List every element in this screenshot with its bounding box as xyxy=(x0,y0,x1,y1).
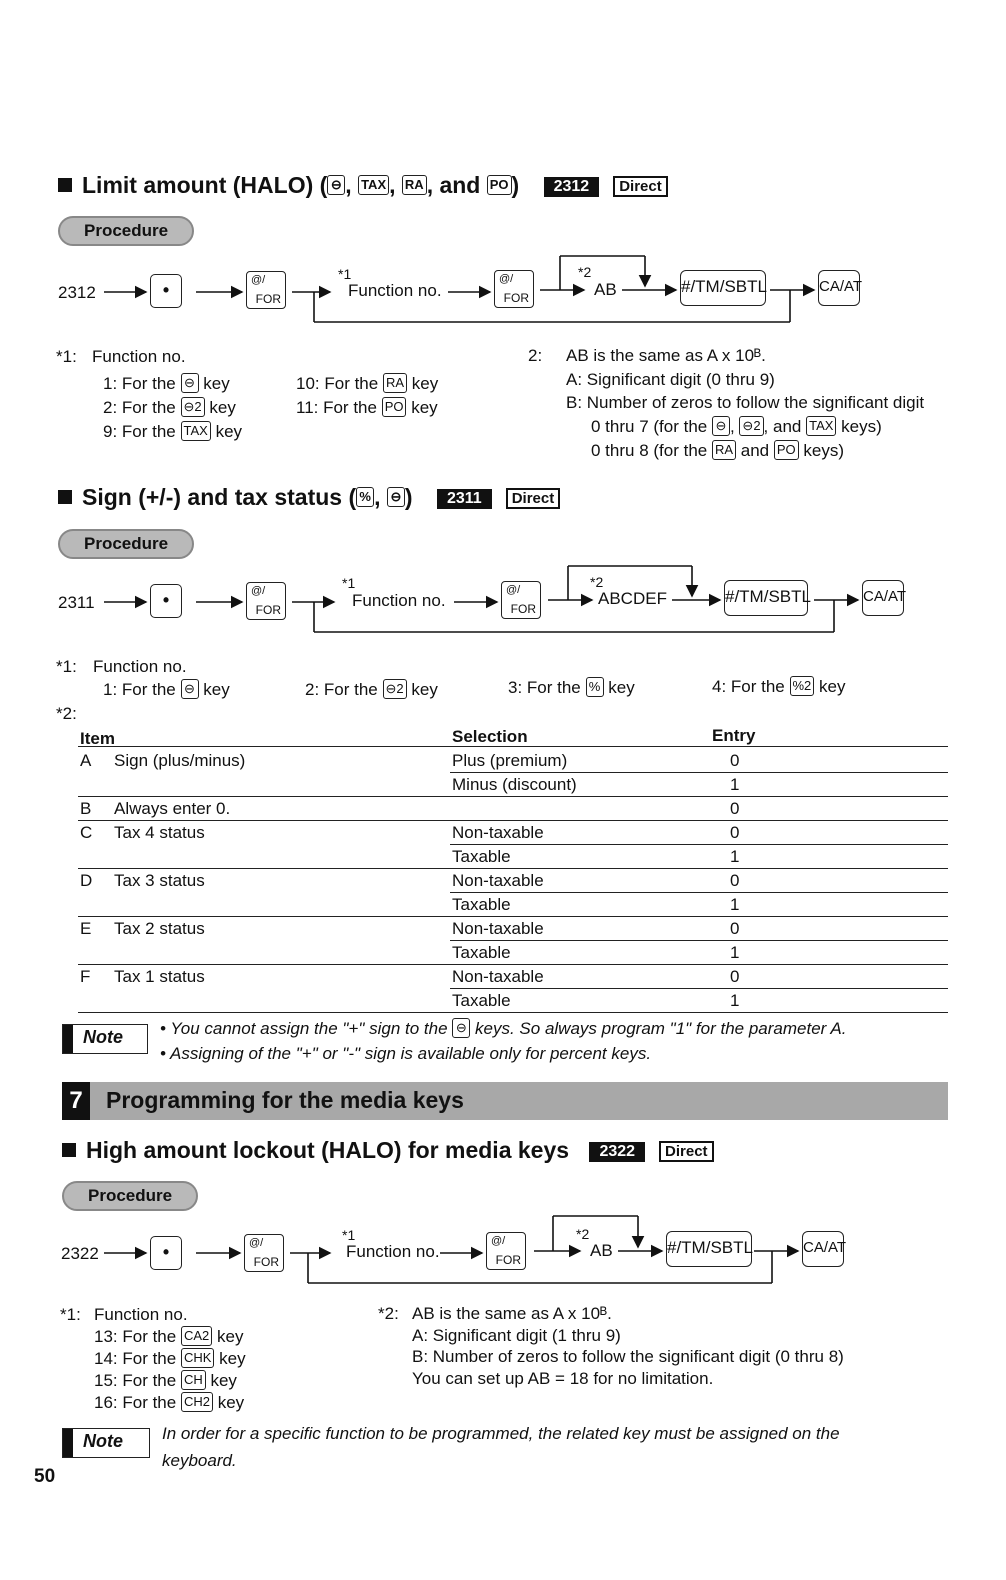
section-heading-halo-limit: Limit amount (HALO) ( ⊖ , TAX , RA , and PO ) 2312 Direct xyxy=(58,172,668,199)
row-selection: Plus (premium) xyxy=(452,751,568,770)
program-code-badge: 2322 xyxy=(589,1142,645,1162)
row-entry: 0 xyxy=(730,823,740,842)
direct-badge: Direct xyxy=(659,1141,714,1162)
row-entry: 1 xyxy=(730,895,740,914)
for-key: @/ FOR xyxy=(246,582,286,620)
decimal-point-key: • xyxy=(150,1236,182,1270)
row-entry: 1 xyxy=(730,991,740,1010)
row-item: Tax 3 status xyxy=(114,871,205,890)
decimal-point-key: • xyxy=(150,274,182,308)
tm-sbtl-key: #/TM/SBTL xyxy=(724,580,808,616)
po-key-icon: PO xyxy=(487,175,512,195)
section-heading-sign-tax-status: Sign (+/-) and tax status ( % , ⊖ ) 2311 Direct xyxy=(58,484,560,511)
direct-badge: Direct xyxy=(506,488,561,509)
tax-key-icon: TAX xyxy=(358,175,389,195)
direct-badge: Direct xyxy=(613,176,668,197)
row-item: Tax 1 status xyxy=(114,967,205,986)
function-item: 13: For the CA2 key xyxy=(94,1327,244,1346)
row-item: Sign (plus/minus) xyxy=(114,751,246,770)
row-selection: Taxable xyxy=(452,847,511,866)
for-key: @/ FOR xyxy=(486,1232,526,1270)
section-heading-media-halo: High amount lockout (HALO) for media keys 2322 Direct xyxy=(62,1137,714,1164)
percent-key-icon: % xyxy=(356,487,374,507)
function-item: 9: For the TAX key xyxy=(103,422,243,441)
row-selection: Minus (discount) xyxy=(452,775,577,794)
row-letter: B xyxy=(80,799,92,818)
tm-sbtl-key: #/TM/SBTL xyxy=(680,270,766,306)
function-item: 3: For the % key xyxy=(508,678,635,697)
page-number: 50 xyxy=(34,1466,56,1487)
row-letter: F xyxy=(80,967,91,986)
function-item: 4: For the %2 key xyxy=(712,677,846,696)
decimal-point-key: • xyxy=(150,584,182,618)
row-entry: 0 xyxy=(730,871,740,890)
row-entry: 0 xyxy=(730,799,740,818)
row-selection: Non-taxable xyxy=(452,919,544,938)
procedure-label: Procedure xyxy=(62,1181,198,1211)
program-code-badge: 2312 xyxy=(544,177,600,197)
function-item: 2: For the ⊖2 key xyxy=(305,680,438,699)
section-number: 7 xyxy=(62,1082,90,1120)
function-item: 14: For the CHK key xyxy=(94,1349,246,1368)
minus-key-icon: ⊖ xyxy=(387,487,405,507)
ra-key-icon: RA xyxy=(402,175,427,195)
row-entry: 0 xyxy=(730,967,740,986)
tm-sbtl-key: #/TM/SBTL xyxy=(666,1231,752,1267)
row-entry: 1 xyxy=(730,775,740,794)
row-entry: 0 xyxy=(730,919,740,938)
row-entry: 0 xyxy=(730,751,740,770)
row-selection: Non-taxable xyxy=(452,871,544,890)
program-code-badge: 2311 xyxy=(437,489,492,509)
row-selection: Non-taxable xyxy=(452,823,544,842)
for-key: @/ FOR xyxy=(494,270,534,308)
row-letter: E xyxy=(80,919,92,938)
function-item: 1: For the ⊖ key xyxy=(103,374,230,393)
ca-at-key: CA/AT xyxy=(802,1231,844,1267)
row-entry: 1 xyxy=(730,847,740,866)
for-key: @/ FOR xyxy=(244,1234,284,1272)
procedure-label: Procedure xyxy=(58,529,194,559)
procedure-label: Procedure xyxy=(58,216,194,246)
note-label: Note xyxy=(62,1428,150,1458)
function-item: 2: For the ⊖2 key xyxy=(103,398,236,417)
for-key: @/ FOR xyxy=(501,581,541,619)
row-letter: A xyxy=(80,751,92,770)
section-title: Programming for the media keys xyxy=(106,1087,464,1113)
ca-at-key: CA/AT xyxy=(818,270,860,306)
row-selection: Taxable xyxy=(452,943,511,962)
row-item: Always enter 0. xyxy=(114,799,231,818)
row-letter: C xyxy=(80,823,93,842)
minus-key-icon: ⊖ xyxy=(327,175,345,195)
function-item: 15: For the CH key xyxy=(94,1371,237,1390)
row-selection: Taxable xyxy=(452,895,511,914)
row-item: Tax 2 status xyxy=(114,919,205,938)
function-item: 11: For the PO key xyxy=(296,398,438,417)
row-entry: 1 xyxy=(730,943,740,962)
function-item: 16: For the CH2 key xyxy=(94,1393,245,1412)
row-item: Tax 4 status xyxy=(114,823,205,842)
row-selection: Non-taxable xyxy=(452,967,544,986)
row-selection: Taxable xyxy=(452,991,511,1010)
note-label: Note xyxy=(62,1024,148,1054)
row-letter: D xyxy=(80,871,93,890)
function-item: 1: For the ⊖ key xyxy=(103,680,230,699)
function-item: 10: For the RA key xyxy=(296,374,439,393)
for-key: @/ FOR xyxy=(246,271,286,309)
ca-at-key: CA/AT xyxy=(862,580,904,616)
